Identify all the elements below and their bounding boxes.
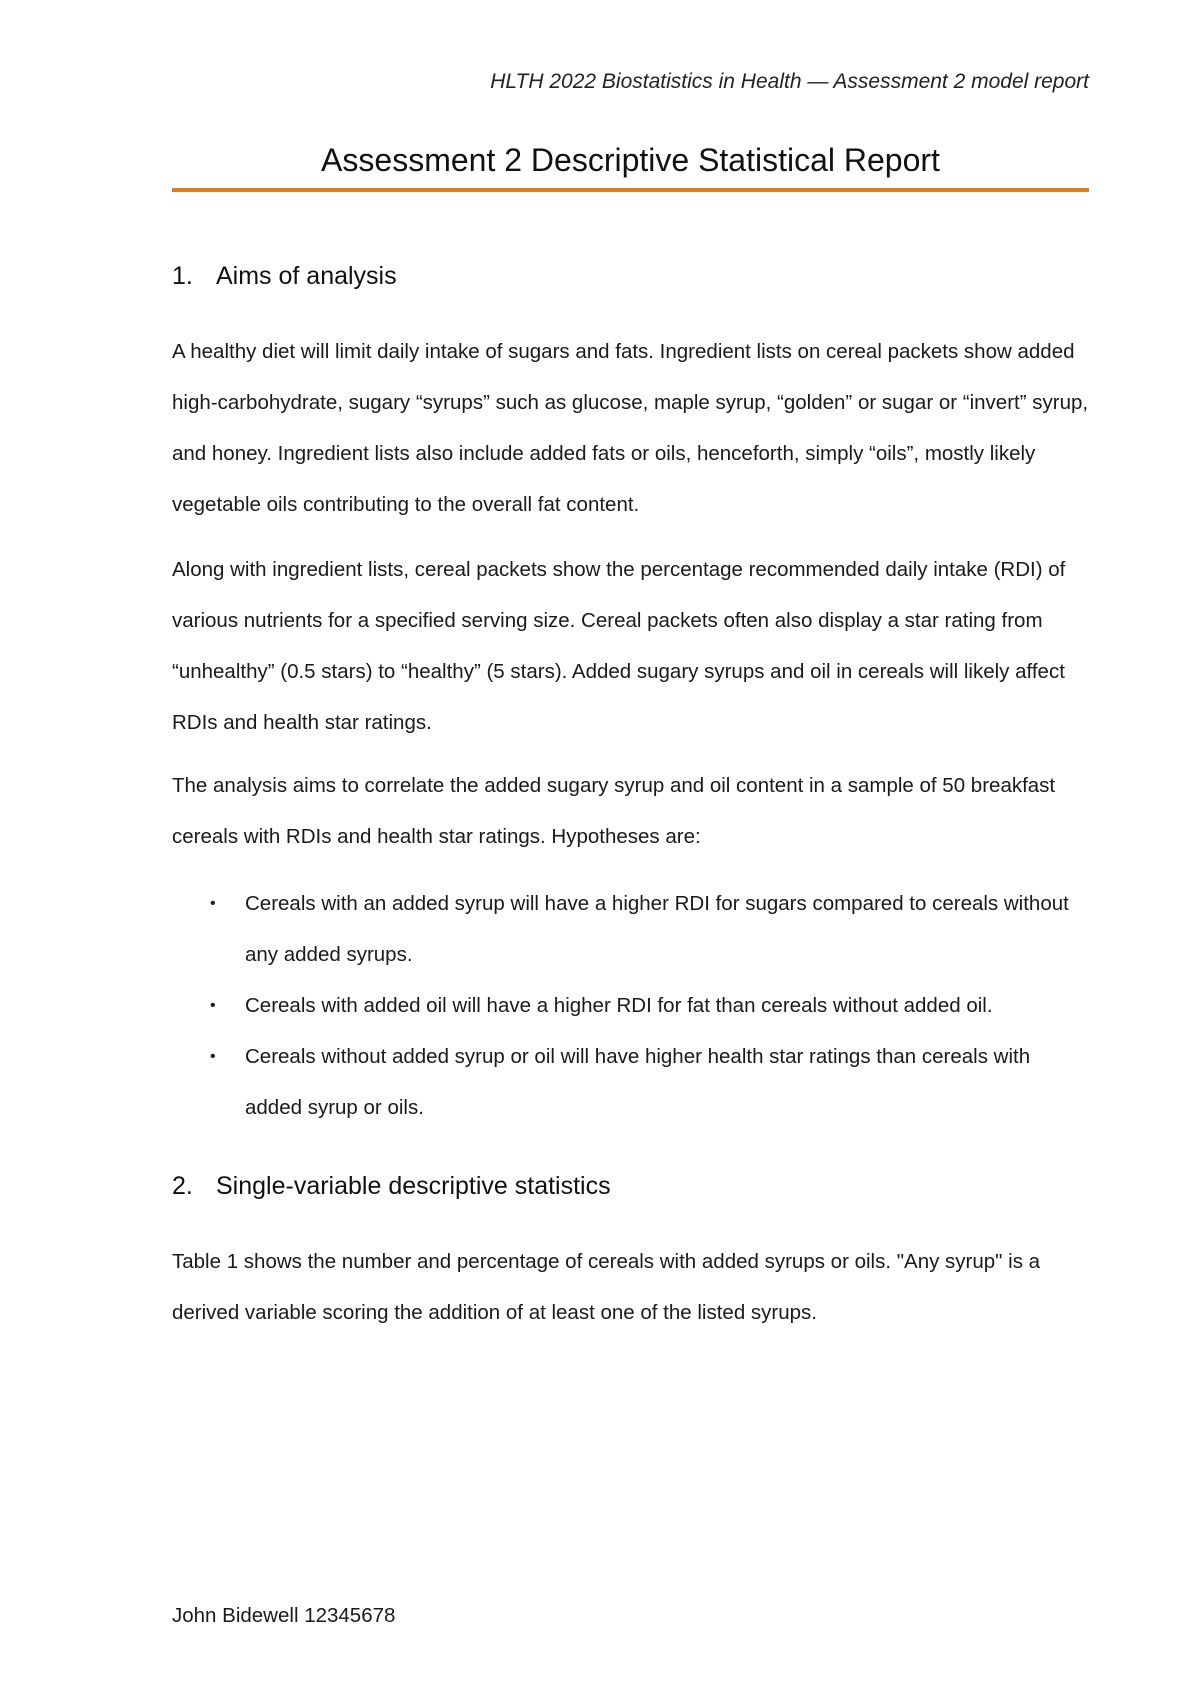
- section-number: 1.: [172, 262, 193, 290]
- footer-author: John Bidewell 12345678: [172, 1604, 396, 1627]
- list-item-text: Cereals with added oil will have a higher RDI for fat than cereals without added oil.: [245, 994, 993, 1017]
- document-title: Assessment 2 Descriptive Statistical Report: [321, 142, 940, 178]
- paragraph: A healthy diet will limit daily intake of sugars and fats. Ingredient lists on cereal packets show added high-carbohydrate, sugary “syrups” such as glucose, maple syrup, “golden” or sugar or “invert” syrup, and honey. Ingredient lists also include added fats or oils, henceforth, simply “oils”, mostly likely vegetable oils contributing to the overall fat content.: [172, 340, 1089, 516]
- running-header: HLTH 2022 Biostatistics in Health — Assessment 2 model report: [490, 70, 1089, 93]
- list-item: [172, 980, 1092, 1031]
- hypotheses-list: [172, 878, 1092, 1133]
- list-item: [172, 1031, 1092, 1133]
- paragraph: Table 1 shows the number and percentage of cereals with added syrups or oils. "Any syrup" is a derived variable scoring the addition of at least one of the listed syrups.: [172, 1250, 1041, 1324]
- bullet-icon: •: [210, 895, 216, 912]
- section-title: Aims of analysis: [216, 262, 397, 290]
- section-heading-aims: [172, 262, 397, 291]
- list-item-text: Cereals without added syrup or oil will have higher health star ratings than cereals with added syrup or oils.: [245, 1045, 1031, 1119]
- bullet-icon: •: [210, 997, 216, 1014]
- title-underline: [172, 188, 1089, 192]
- bullet-icon: •: [210, 1048, 216, 1065]
- paragraph: The analysis aims to correlate the added sugary syrup and oil content in a sample of 50 breakfast cereals with RDIs and health star ratings. Hypotheses are:: [172, 774, 1056, 848]
- section-title: Single-variable descriptive statistics: [216, 1172, 611, 1200]
- section-heading-descriptive: [172, 1172, 611, 1201]
- list-item: [172, 878, 1092, 980]
- paragraph: Along with ingredient lists, cereal packets show the percentage recommended daily intake (RDI) of various nutrients for a specified serving size. Cereal packets often also display a star rating from “unhealthy” (0.5 stars) to “healthy” (5 stars). Added sugary syrups and oil in cereals will likely affect RDIs and health star ratings.: [172, 558, 1066, 734]
- section-number: 2.: [172, 1172, 193, 1200]
- list-item-text: Cereals with an added syrup will have a higher RDI for sugars compared to cereals without any added syrups.: [245, 892, 1069, 966]
